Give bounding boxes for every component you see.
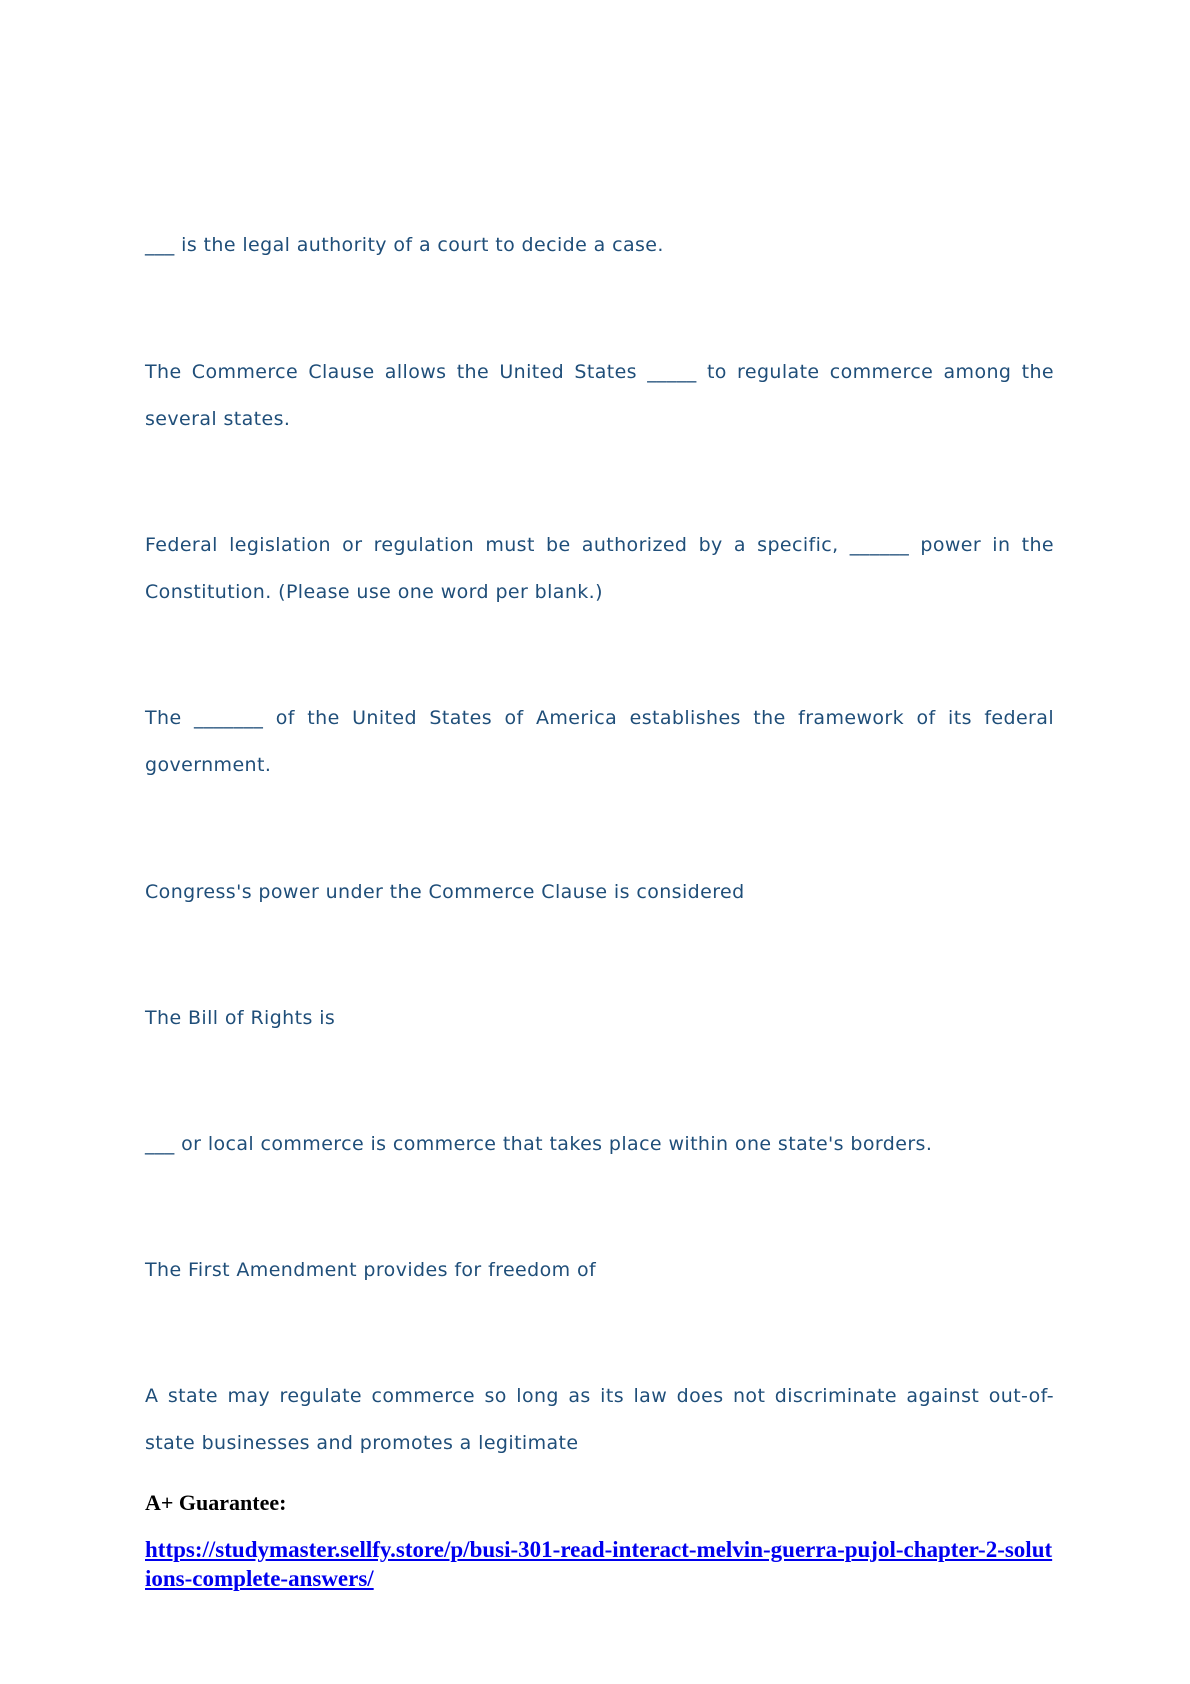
guarantee-link[interactable]: https://studymaster.sellfy.store/p/busi-301-read-interact-melvin-guerra-pujol-chapter-2-solutions-complete-answers/ [145,1537,1053,1591]
question-4: The _______ of the United States of America establishes the framework of its federal government. [145,707,1054,776]
question-7: ___ or local commerce is commerce that takes place within one state's borders. [145,1133,933,1155]
question-8: The First Amendment provides for freedom of [145,1259,597,1281]
question-9: A state may regulate commerce so long as its law does not discriminate against out-of-state businesses and promotes a legitimate [145,1385,1054,1454]
question-5: Congress's power under the Commerce Clause is considered [145,881,745,903]
question-1: ___ is the legal authority of a court to decide a case. [145,234,664,256]
question-6: The Bill of Rights is [145,1007,336,1029]
guarantee-title: A+ Guarantee: [145,1490,287,1515]
question-3: Federal legislation or regulation must be authorized by a specific, ______ power in the Constitution. (Please use one word per blank.) [145,534,1054,603]
question-2: The Commerce Clause allows the United States _____ to regulate commerce among the several states. [145,361,1054,430]
